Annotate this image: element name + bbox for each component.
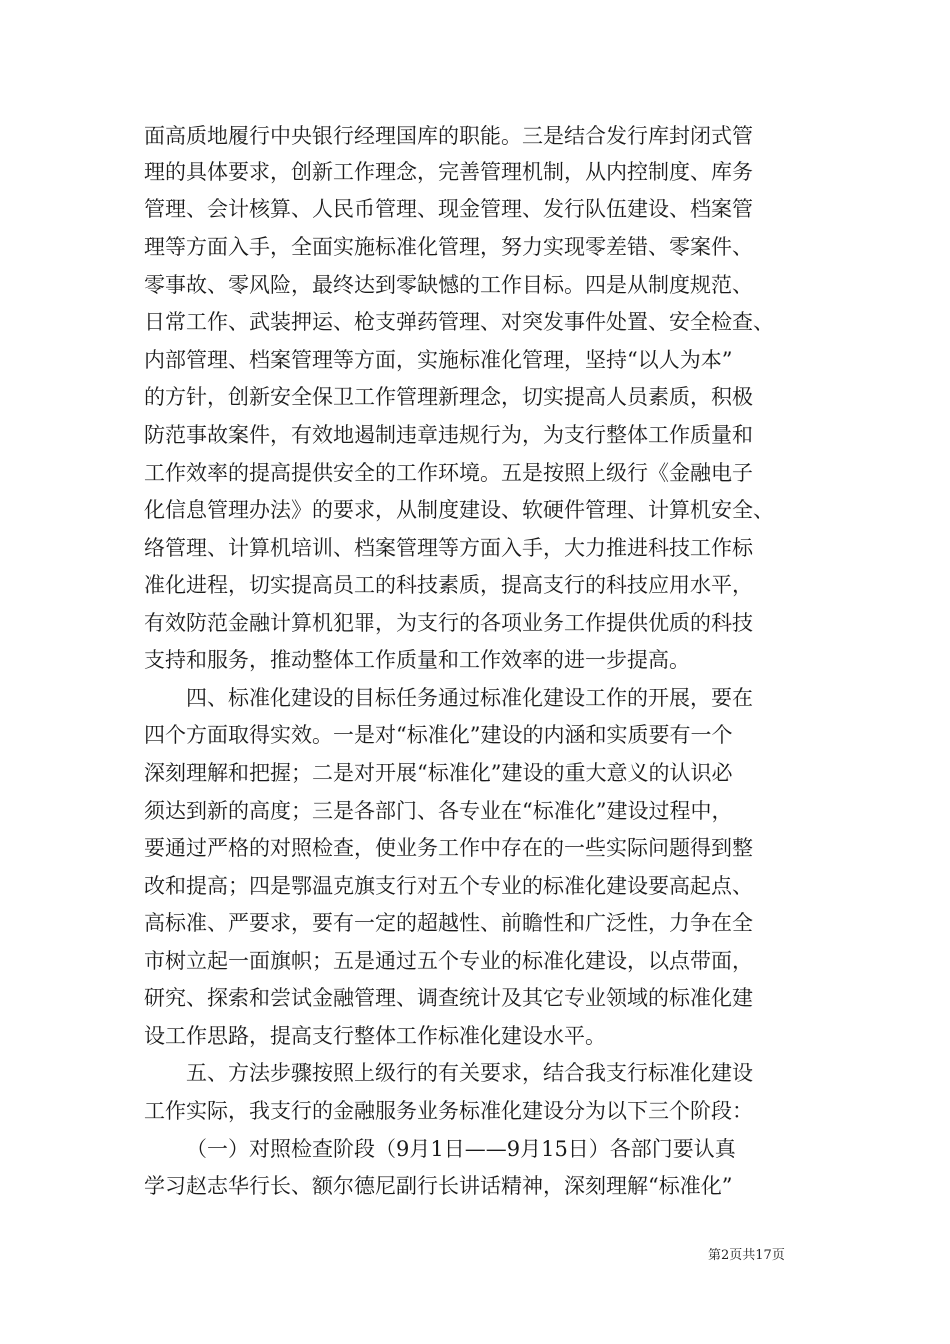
paragraph-first-line: （一）对照检查阶段（9月1日——9月15日）各部门要认真 (186, 1137, 736, 1161)
body-text-line: 准化进程，切实提高员工的科技素质，提高支行的科技应用水平， (144, 573, 753, 597)
body-text-line: 须达到新的高度；三是各部门、各专业在“标准化”建设过程中， (144, 799, 733, 823)
body-text-line: 工作效率的提高提供安全的工作环境。五是按照上级行《金融电子 (144, 461, 753, 485)
body-text-line: 理的具体要求，创新工作理念，完善管理机制，从内控制度、库务 (144, 160, 753, 184)
body-text-line: 学习赵志华行长、额尔德尼副行长讲话精神，深刻理解“标准化” (144, 1174, 733, 1198)
body-text-line: 四个方面取得实效。一是对“标准化”建设的内涵和实质要有一个 (144, 723, 733, 747)
body-text-line: 管理、会计核算、人民币管理、现金管理、发行队伍建设、档案管 (144, 197, 753, 221)
body-text-line: 面高质地履行中央银行经理国库的职能。三是结合发行库封闭式管 (144, 124, 753, 148)
body-text-line: 要通过严格的对照检查，使业务工作中存在的一些实际问题得到整 (144, 836, 753, 860)
paragraph-first-line: 四、标准化建设的目标任务通过标准化建设工作的开展，要在 (186, 686, 753, 710)
body-text-line: 改和提高；四是鄂温克旗支行对五个专业的标准化建设要高起点、 (144, 874, 753, 898)
body-text-line: 研究、探索和尝试金融管理、调查统计及其它专业领域的标准化建 (144, 986, 753, 1010)
body-text-line: 日常工作、武装押运、枪支弹药管理、对突发事件处置、安全检查、 (144, 310, 774, 334)
body-text-line: 化信息管理办法》的要求，从制度建设、软硬件管理、计算机安全、 (144, 498, 774, 522)
page-number-footer: 第2页共17页 (708, 1248, 785, 1263)
body-text-line: 支持和服务，推动整体工作质量和工作效率的进一步提高。 (144, 648, 690, 672)
body-text-line: 防范事故案件，有效地遏制违章违规行为，为支行整体工作质量和 (144, 423, 753, 447)
body-text-line: 高标准、严要求，要有一定的超越性、前瞻性和广泛性，力争在全 (144, 911, 753, 935)
body-text-line: 设工作思路，提高支行整体工作标准化建设水平。 (144, 1024, 606, 1048)
body-text-line: 零事故、零风险，最终达到零缺憾的工作目标。四是从制度规范、 (144, 273, 753, 297)
body-text-line: 市树立起一面旗帜；五是通过五个专业的标准化建设，以点带面， (144, 949, 753, 973)
body-text-line: 理等方面入手，全面实施标准化管理，努力实现零差错、零案件、 (144, 235, 753, 259)
body-text-line: 工作实际，我支行的金融服务业务标准化建设分为以下三个阶段： (144, 1099, 753, 1123)
body-text-line: 络管理、计算机培训、档案管理等方面入手，大力推进科技工作标 (144, 536, 753, 560)
body-text-line: 有效防范金融计算机犯罪，为支行的各项业务工作提供优质的科技 (144, 611, 753, 635)
body-text-line: 的方针，创新安全保卫工作管理新理念，切实提高人员素质，积极 (144, 385, 753, 409)
paragraph-first-line: 五、方法步骤按照上级行的有关要求，结合我支行标准化建设 (186, 1061, 753, 1085)
body-text-line: 内部管理、档案管理等方面，实施标准化管理，坚持“以人为本” (144, 348, 733, 372)
body-text-line: 深刻理解和把握；二是对开展“标准化”建设的重大意义的认识必 (144, 761, 733, 785)
